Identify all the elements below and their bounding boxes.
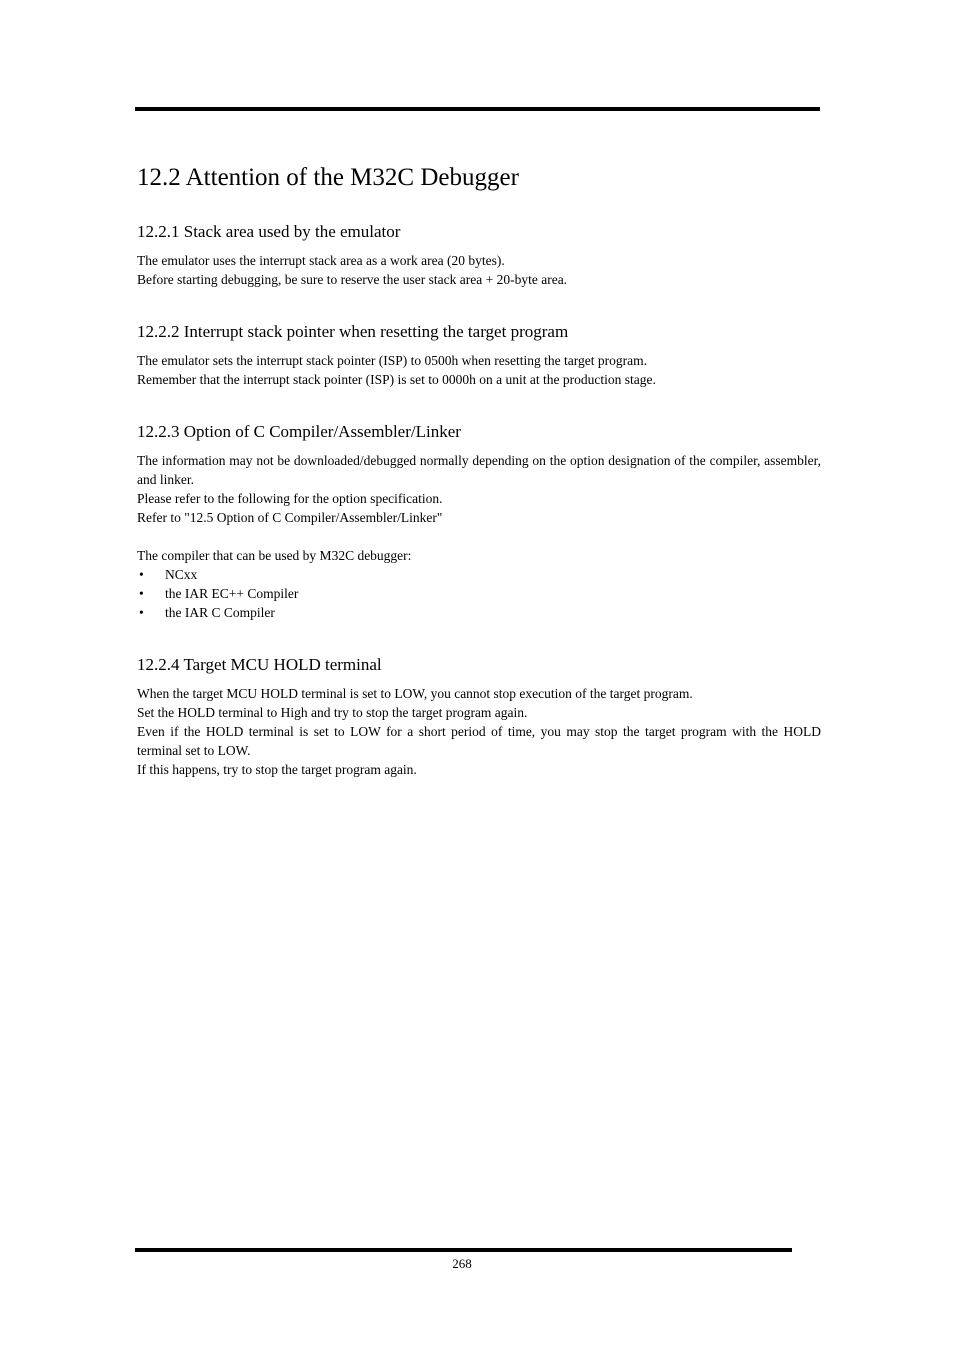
header-rule <box>135 107 820 111</box>
list-intro: The compiler that can be used by M32C debugger: <box>137 548 412 563</box>
section-heading: 12.2.2 Interrupt stack pointer when resetting the target program <box>137 322 569 341</box>
paragraph: The emulator sets the interrupt stack pointer (ISP) to 0500h when resetting the target program. <box>137 353 647 368</box>
page-title: 12.2 Attention of the M32C Debugger <box>137 164 519 191</box>
paragraph: Remember that the interrupt stack pointer (ISP) is set to 0000h on a unit at the production stage. <box>137 372 656 387</box>
paragraph: When the target MCU HOLD terminal is set to LOW, you cannot stop execution of the target program. <box>137 686 693 701</box>
list-item-text: the IAR C Compiler <box>165 605 275 620</box>
section-hold-terminal <box>137 653 821 779</box>
paragraph: Refer to "12.5 Option of C Compiler/Assembler/Linker" <box>137 510 443 525</box>
section-stack-area <box>137 220 821 289</box>
bullet-icon: • <box>139 586 144 601</box>
section-heading: 12.2.4 Target MCU HOLD terminal <box>137 655 382 674</box>
section-interrupt-stack-pointer <box>137 320 821 389</box>
section-heading: 12.2.3 Option of C Compiler/Assembler/Linker <box>137 422 461 441</box>
bullet-icon: • <box>139 605 144 620</box>
paragraph: Please refer to the following for the option specification. <box>137 491 443 506</box>
paragraph: The emulator uses the interrupt stack area as a work area (20 bytes). <box>137 253 505 268</box>
paragraph: Set the HOLD terminal to High and try to stop the target program again. <box>137 705 528 720</box>
paragraph: The information may not be downloaded/debugged normally depending on the option designation of the compiler, assembler, and linker. <box>137 453 821 487</box>
list-item-text: NCxx <box>165 567 198 582</box>
footer-rule <box>135 1248 792 1252</box>
compiler-list <box>137 565 821 622</box>
page-number: 268 <box>452 1256 472 1271</box>
spacer <box>137 527 821 546</box>
paragraph: Before starting debugging, be sure to reserve the user stack area + 20-byte area. <box>137 272 568 287</box>
section-heading: 12.2.1 Stack area used by the emulator <box>137 222 401 241</box>
paragraph: If this happens, try to stop the target program again. <box>137 762 417 777</box>
list-item <box>137 603 821 622</box>
list-item <box>137 565 821 584</box>
page-content <box>137 160 821 810</box>
paragraph: Even if the HOLD terminal is set to LOW for a short period of time, you may stop the target program with the HOLD terminal set to LOW. <box>137 724 821 758</box>
list-item-text: the IAR EC++ Compiler <box>165 586 299 601</box>
section-compiler-options <box>137 420 821 622</box>
bullet-icon: • <box>139 567 144 582</box>
list-item <box>137 584 821 603</box>
